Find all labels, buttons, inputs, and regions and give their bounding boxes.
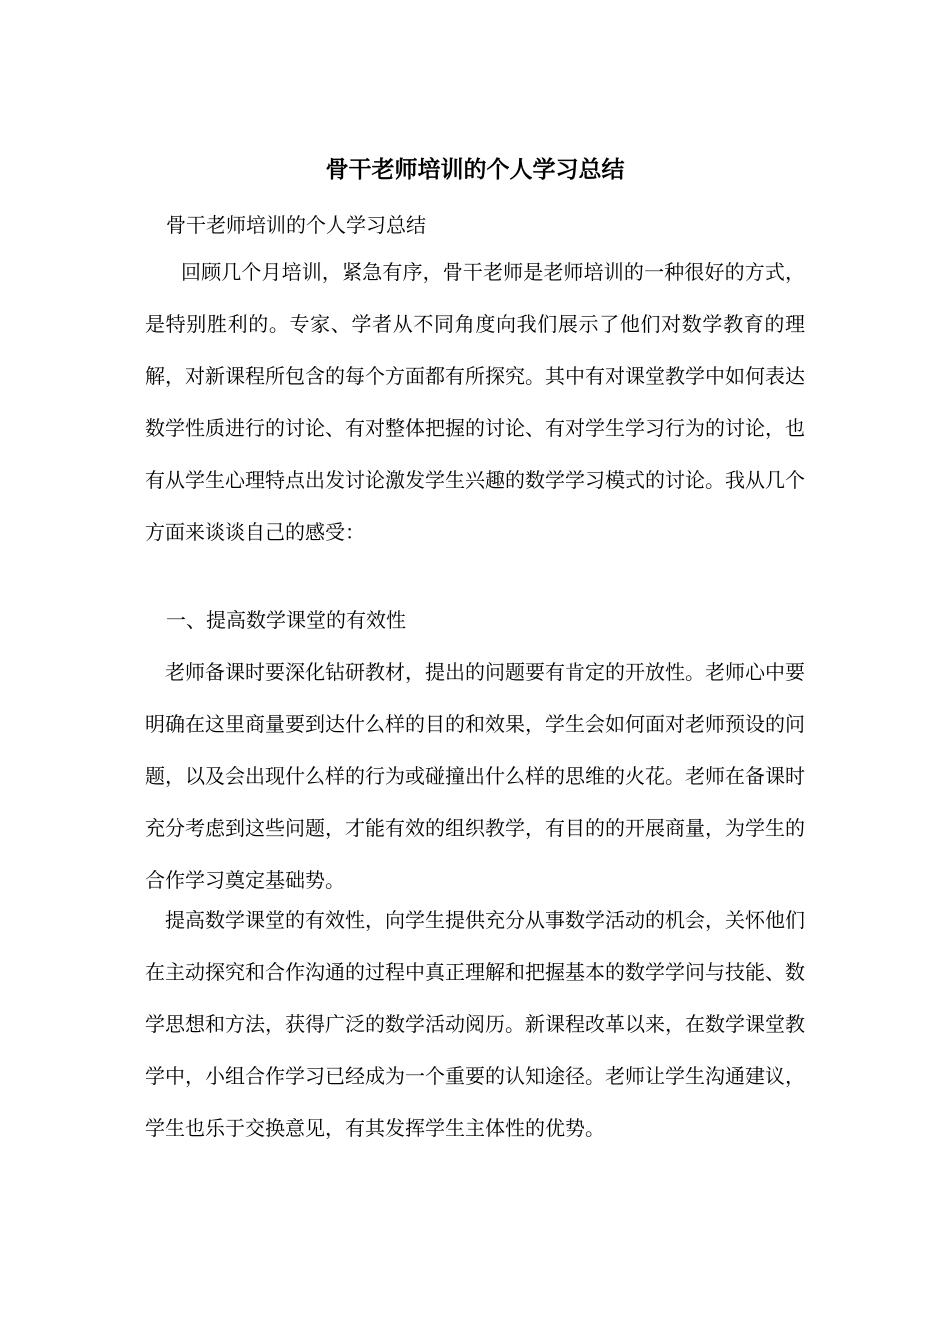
section-heading: 一、提高数学课堂的有效性 <box>166 608 406 632</box>
paragraph-classroom-effectiveness: 提高数学课堂的有效性，向学生提供充分从事数学活动的机会，关怀他们在主动探究和合作沟通的过程中真正理解和把握基本的数学学问与技能、数学思想和方法，获得广泛的数学活动阅历。新课程改革以来，在数学课堂教学中，小组合作学习已经成为一个重要的认知途径。老师让学生沟通建议，学生也乐于交换意见，有其发挥学生主体性的优势。 <box>145 908 805 1140</box>
paragraph-intro: 回顾几个月培训，紧急有序，骨干老师是老师培训的一种很好的方式，是特别胜利的。专家、学者从不同角度向我们展示了他们对数学教育的理解，对新课程所包含的每个方面都有所探究。其中有对课堂教学中如何表达数学性质进行的讨论、有对整体把握的讨论、有对学生学习行为的讨论，也有从学生心理特点出发讨论激发学生兴趣的数学学习模式的讨论。我从几个方面来谈谈自己的感受： <box>145 260 805 544</box>
document-title: 骨干老师培训的个人学习总结 <box>325 156 625 183</box>
paragraph-lesson-prep: 老师备课时要深化钻研教材，提出的问题要有肯定的开放性。老师心中要明确在这里商量要到达什么样的目的和效果，学生会如何面对老师预设的问题，以及会出现什么样的行为或碰撞出什么样的思维的火花。老师在备课时充分考虑到这些问题，才能有效的组织教学，有目的的开展商量，为学生的合作学习奠定基础势。 <box>145 660 805 892</box>
document-subtitle: 骨干老师培训的个人学习总结 <box>166 213 426 237</box>
